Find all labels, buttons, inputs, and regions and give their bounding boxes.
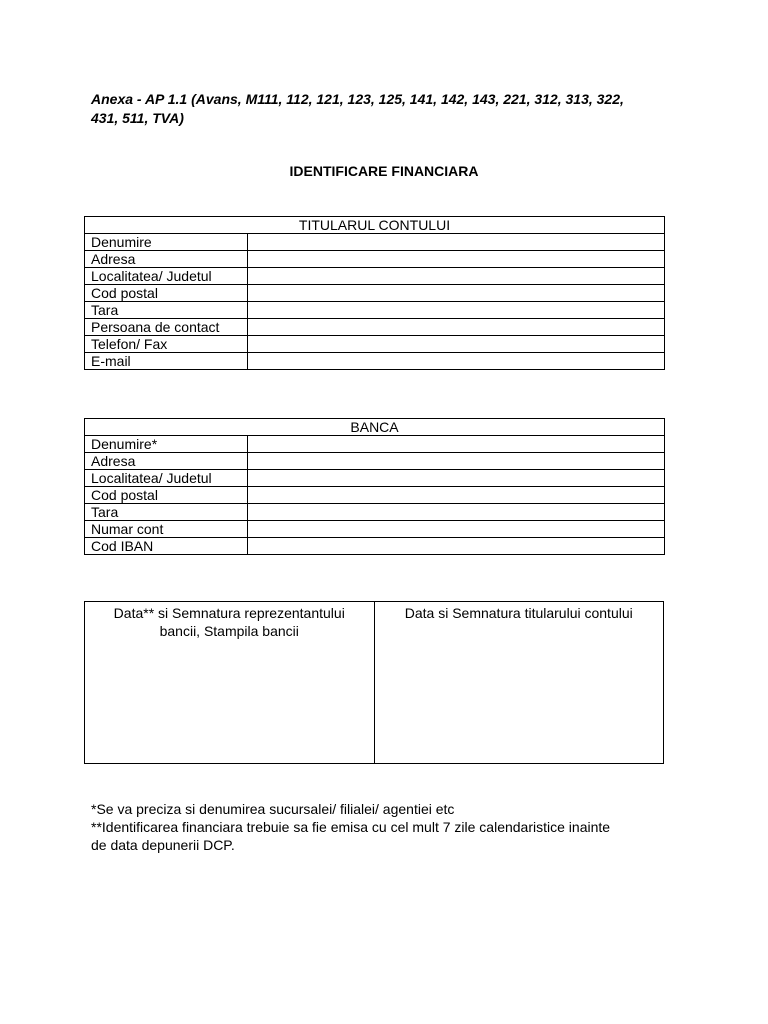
document-title: IDENTIFICARE FINANCIARA bbox=[289, 163, 479, 179]
field-value-email[interactable] bbox=[248, 353, 665, 370]
field-value-bank-cod-postal[interactable] bbox=[248, 487, 665, 504]
field-label: Cod postal bbox=[85, 285, 248, 302]
bank-signature-box[interactable] bbox=[85, 602, 375, 764]
field-value-tara[interactable] bbox=[248, 302, 665, 319]
table-row bbox=[85, 234, 665, 251]
annex-line-2: 431, 511, TVA) bbox=[91, 110, 184, 126]
footnote-2-line-1: **Identificarea financiara trebuie sa fie emisa cu cel mult 7 zile calendaristice inainte bbox=[91, 819, 611, 835]
field-label: Denumire* bbox=[85, 436, 248, 453]
field-label: Persoana de contact bbox=[85, 319, 248, 336]
bank-signature-label-line-2: bancii, Stampila bancii bbox=[159, 623, 299, 639]
field-label: Telefon/ Fax bbox=[85, 336, 248, 353]
table-row bbox=[85, 538, 665, 555]
table-row bbox=[85, 336, 665, 353]
table-row bbox=[85, 470, 665, 487]
field-value-numar-cont[interactable] bbox=[248, 521, 665, 538]
field-label: Denumire bbox=[85, 234, 248, 251]
field-value-cod-postal[interactable] bbox=[248, 285, 665, 302]
table-row bbox=[85, 504, 665, 521]
table-row bbox=[85, 487, 665, 504]
footnotes bbox=[91, 800, 691, 854]
bank-header: BANCA bbox=[85, 419, 665, 436]
field-value-persoana-contact[interactable] bbox=[248, 319, 665, 336]
signature-table bbox=[84, 601, 664, 764]
table-row bbox=[85, 268, 665, 285]
field-value-bank-localitate[interactable] bbox=[248, 470, 665, 487]
field-label: Cod IBAN bbox=[85, 538, 248, 555]
account-holder-table bbox=[84, 216, 665, 370]
footnote-1: *Se va preciza si denumirea sucursalei/ filialei/ agentiei etc bbox=[91, 801, 455, 817]
holder-signature-label: Data si Semnatura titularului contului bbox=[404, 605, 633, 621]
field-label: Localitatea/ Judetul bbox=[85, 268, 248, 285]
table-row bbox=[85, 319, 665, 336]
table-row bbox=[85, 436, 665, 453]
field-value-adresa[interactable] bbox=[248, 251, 665, 268]
table-row bbox=[85, 251, 665, 268]
field-label: E-mail bbox=[85, 353, 248, 370]
field-label: Localitatea/ Judetul bbox=[85, 470, 248, 487]
field-value-bank-denumire[interactable] bbox=[248, 436, 665, 453]
field-value-denumire[interactable] bbox=[248, 234, 665, 251]
field-label: Adresa bbox=[85, 251, 248, 268]
table-row bbox=[85, 302, 665, 319]
table-row bbox=[85, 453, 665, 470]
field-value-bank-adresa[interactable] bbox=[248, 453, 665, 470]
bank-signature-label-line-1: Data** si Semnatura reprezentantului bbox=[113, 605, 345, 621]
field-label: Cod postal bbox=[85, 487, 248, 504]
footnote-2-line-2: de data depunerii DCP. bbox=[91, 837, 235, 853]
field-label: Tara bbox=[85, 504, 248, 521]
annex-reference bbox=[91, 90, 691, 128]
field-label: Numar cont bbox=[85, 521, 248, 538]
table-row bbox=[85, 353, 665, 370]
table-row bbox=[85, 521, 665, 538]
account-holder-header: TITULARUL CONTULUI bbox=[85, 217, 665, 234]
field-value-localitate[interactable] bbox=[248, 268, 665, 285]
field-label: Adresa bbox=[85, 453, 248, 470]
field-value-bank-tara[interactable] bbox=[248, 504, 665, 521]
holder-signature-box[interactable] bbox=[374, 602, 664, 764]
table-row bbox=[85, 285, 665, 302]
field-label: Tara bbox=[85, 302, 248, 319]
field-value-telefon-fax[interactable] bbox=[248, 336, 665, 353]
field-value-cod-iban[interactable] bbox=[248, 538, 665, 555]
annex-line-1: Anexa - AP 1.1 (Avans, M111, 112, 121, 123, 125, 141, 142, 143, 221, 312, 313, 322, bbox=[91, 91, 624, 107]
bank-table bbox=[84, 418, 665, 555]
